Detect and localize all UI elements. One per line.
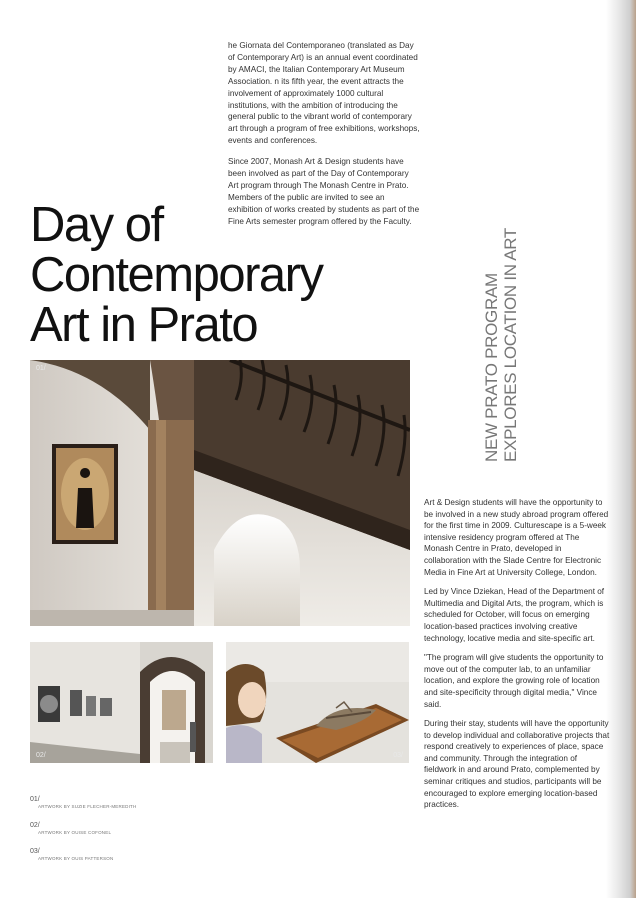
- side-heading: [482, 227, 532, 462]
- photo-credits: [30, 796, 230, 874]
- credit-item: [30, 796, 230, 809]
- stairwell-illustration: [30, 360, 410, 626]
- title-line: Day of: [30, 198, 163, 252]
- body-paragraph: "The program will give students the opportunity to move out of the computer lab, to an unfamiliar location, and explore the growing role of location and site-specificity through digital media," Vince said.: [424, 653, 604, 709]
- credit-text: ARTWORK BY OUIS PATTERSON: [38, 856, 114, 861]
- intro-paragraph: he Giornata del Contemporaneo (translated as Day of Contemporary Art) is an annual event coordinated by AMACI, the Italian Contemporary Art Museum Association. n its fifth year, the event attracts the involvement of approximately 1000 cultural institutions, with the ambition of introducing the general public to the vibrant world of contemporary art through a program of free exhibitions, workshops, events and conferences.: [228, 41, 420, 146]
- body-paragraph: Art & Design students will have the opportunity to be involved in a new study abroad program offered for the first time in 2009. Culturescape is a 5-week intensive residency program offered at The Monash Centre in Prato, developed in collaboration with the Slade Centre for Electronic Media in Fine Art at University College, London.: [424, 498, 609, 577]
- sculpture-illustration: [226, 642, 409, 763]
- intro-paragraph: Since 2007, Monash Art & Design students have been involved as part of the Day of Contemporary Art program through The Monash Centre in Prato. Members of the public are invited to see an exhibition of works created by students as part of the Fine Arts semester program offered by the Faculty.: [228, 157, 420, 226]
- page-edge-shadow: [606, 0, 636, 898]
- corridor-illustration: [30, 642, 213, 763]
- credit-item: [30, 822, 230, 835]
- title-line: Art in Prato: [30, 298, 258, 352]
- credit-number: 02/: [30, 822, 40, 829]
- body-paragraph: During their stay, students will have the opportunity to develop individual and collaborative projects that respond creatively to experiences of place, space and community. Through the integration of fieldwork in and around Prato, complemented by seminar critiques and studios, participants will be encouraged to explore emerging location-based practices.: [424, 719, 610, 810]
- credit-number: 03/: [30, 848, 40, 855]
- side-heading-line: EXPLORES LOCATION IN ART: [501, 227, 520, 462]
- photo-number: 01/: [36, 365, 46, 372]
- credit-text: ARTWORK BY OUISE COFONEL: [38, 830, 112, 835]
- photo-sculpture: [226, 642, 409, 763]
- credit-item: [30, 848, 230, 861]
- side-heading-line: NEW PRATO PROGRAM: [482, 273, 501, 462]
- photo-stairwell: [30, 360, 410, 626]
- title-line: Contemporary: [30, 248, 323, 302]
- photo-number: 03/: [393, 752, 403, 759]
- credit-text: ARTWORK BY SUZIE FLECHER-MEREDITH: [38, 804, 137, 809]
- credit-number: 01/: [30, 796, 40, 803]
- photo-number: 02/: [36, 752, 46, 759]
- photo-corridor: [30, 642, 213, 763]
- article-title: [30, 200, 390, 350]
- body-paragraph: Led by Vince Dziekan, Head of the Department of Multimedia and Digital Arts, the program, which is scheduled for October, will focus on emerging location-based practices involving creative technology, locative media and site-specific art.: [424, 587, 605, 643]
- body-text: [424, 497, 610, 819]
